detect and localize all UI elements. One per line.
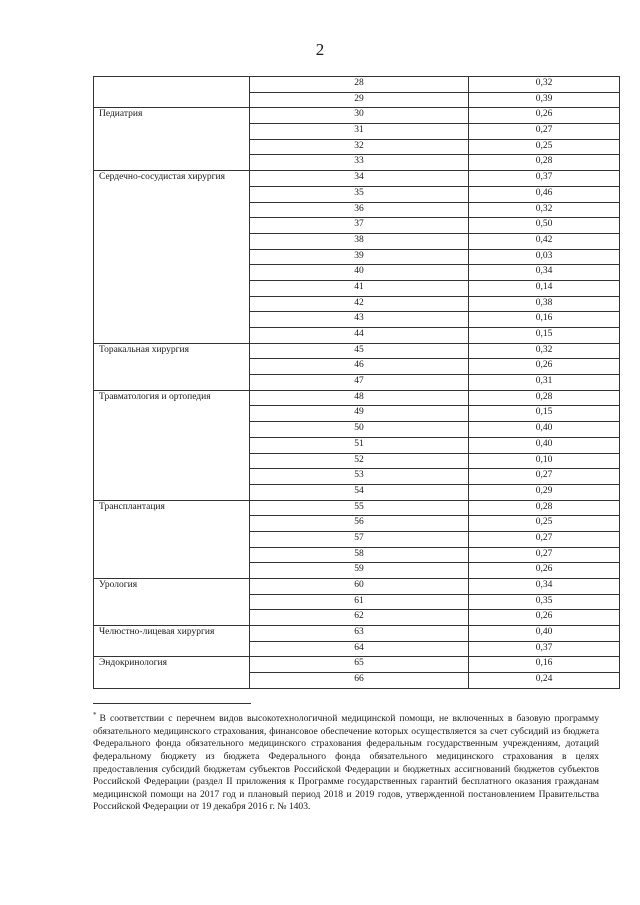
table-row [94,547,620,563]
number-cell: 57 [250,531,469,547]
table-row [94,186,620,202]
table-row [94,657,620,673]
category-cell [94,249,250,265]
value-cell: 0,28 [469,500,620,516]
number-cell: 36 [250,202,469,218]
table-row [94,296,620,312]
table-row [94,516,620,532]
table-row [94,233,620,249]
number-cell: 45 [250,343,469,359]
table-row [94,531,620,547]
category-cell [94,531,250,547]
table-row [94,500,620,516]
value-cell: 0,35 [469,594,620,610]
category-cell [94,328,250,344]
category-cell: Эндокринология [94,657,250,673]
table-row [94,280,620,296]
number-cell: 37 [250,218,469,234]
category-cell [94,202,250,218]
number-cell: 28 [250,77,469,93]
table-row [94,265,620,281]
category-cell [94,594,250,610]
value-cell: 0,32 [469,343,620,359]
value-cell: 0,46 [469,186,620,202]
number-cell: 48 [250,390,469,406]
table-row [94,610,620,626]
number-cell: 53 [250,469,469,485]
category-cell [94,280,250,296]
table-row [94,579,620,595]
category-cell: Челюстно-лицевая хирургия [94,626,250,642]
value-cell: 0,40 [469,626,620,642]
number-cell: 41 [250,280,469,296]
table-row [94,312,620,328]
number-cell: 35 [250,186,469,202]
category-cell [94,92,250,108]
value-cell: 0,10 [469,453,620,469]
category-cell [94,673,250,689]
number-cell: 33 [250,155,469,171]
coefficients-table [93,76,620,689]
value-cell: 0,26 [469,610,620,626]
table-body [94,77,620,689]
value-cell: 0,14 [469,280,620,296]
value-cell: 0,16 [469,312,620,328]
number-cell: 54 [250,484,469,500]
category-cell [94,453,250,469]
category-cell [94,359,250,375]
number-cell: 30 [250,108,469,124]
table-row [94,563,620,579]
table-row [94,673,620,689]
number-cell: 56 [250,516,469,532]
value-cell: 0,34 [469,265,620,281]
number-cell: 65 [250,657,469,673]
category-cell [94,406,250,422]
table-row [94,469,620,485]
category-cell: Педиатрия [94,108,250,124]
category-cell [94,375,250,391]
table-row [94,92,620,108]
number-cell: 32 [250,139,469,155]
number-cell: 51 [250,437,469,453]
number-cell: 49 [250,406,469,422]
footnote-mark: * [93,711,97,719]
table-row [94,641,620,657]
value-cell: 0,24 [469,673,620,689]
value-cell: 0,31 [469,375,620,391]
value-cell: 0,29 [469,484,620,500]
table-row [94,484,620,500]
category-cell [94,547,250,563]
value-cell: 0,26 [469,563,620,579]
category-cell [94,563,250,579]
number-cell: 42 [250,296,469,312]
number-cell: 52 [250,453,469,469]
table-row [94,108,620,124]
value-cell: 0,15 [469,328,620,344]
value-cell: 0,37 [469,641,620,657]
value-cell: 0,50 [469,218,620,234]
table-row [94,626,620,642]
table-row [94,390,620,406]
number-cell: 43 [250,312,469,328]
table-row [94,328,620,344]
table-row [94,422,620,438]
table-row [94,406,620,422]
category-cell [94,186,250,202]
number-cell: 66 [250,673,469,689]
table-row [94,343,620,359]
page-number: 2 [315,40,325,59]
value-cell: 0,27 [469,531,620,547]
value-cell: 0,40 [469,422,620,438]
number-cell: 29 [250,92,469,108]
category-cell [94,516,250,532]
value-cell: 0,42 [469,233,620,249]
value-cell: 0,40 [469,437,620,453]
table-row [94,202,620,218]
category-cell [94,233,250,249]
table-row [94,218,620,234]
number-cell: 40 [250,265,469,281]
table-row [94,453,620,469]
value-cell: 0,37 [469,171,620,187]
value-cell: 0,16 [469,657,620,673]
value-cell: 0,27 [469,124,620,140]
value-cell: 0,38 [469,296,620,312]
category-cell [94,139,250,155]
category-cell: Травматология и ортопедия [94,390,250,406]
category-cell [94,641,250,657]
table-row [94,139,620,155]
value-cell: 0,32 [469,77,620,93]
number-cell: 44 [250,328,469,344]
value-cell: 0,25 [469,516,620,532]
table-row [94,155,620,171]
number-cell: 34 [250,171,469,187]
category-cell: Трансплантация [94,500,250,516]
number-cell: 64 [250,641,469,657]
category-cell [94,265,250,281]
value-cell: 0,03 [469,249,620,265]
table-row [94,77,620,93]
number-cell: 55 [250,500,469,516]
value-cell: 0,34 [469,579,620,595]
number-cell: 31 [250,124,469,140]
category-cell [94,218,250,234]
number-cell: 61 [250,594,469,610]
category-cell [94,437,250,453]
category-cell [94,610,250,626]
footnote-divider [93,703,251,704]
table-row [94,249,620,265]
value-cell: 0,32 [469,202,620,218]
number-cell: 50 [250,422,469,438]
table-row [94,594,620,610]
value-cell: 0,15 [469,406,620,422]
table-row [94,171,620,187]
value-cell: 0,28 [469,390,620,406]
value-cell: 0,26 [469,108,620,124]
value-cell: 0,27 [469,547,620,563]
category-cell [94,312,250,328]
category-cell: Торакальная хирургия [94,343,250,359]
value-cell: 0,28 [469,155,620,171]
category-cell [94,422,250,438]
number-cell: 39 [250,249,469,265]
number-cell: 46 [250,359,469,375]
number-cell: 60 [250,579,469,595]
category-cell [94,469,250,485]
number-cell: 62 [250,610,469,626]
category-cell [94,296,250,312]
footnote-text: В соответствии с перечнем видов высокотехнологичной медицинской помощи, не включенных в базовую программу обязательного медицинского страхования, финансовое обеспечение которых осуществляется за счет субсидий из бюджета Федерального фонда обязательного медицинского страхования федеральным государственным учреждениям, дотаций федеральному бюджету из бюджета Федерального фонда обязательного медицинского страхования в целях предоставления субсидий бюджетам субъектов Российской Федерации и бюджетных ассигнований бюджетов субъектов Российской Федерации (раздел II приложения к Программе государственных гарантий бесплатного оказания гражданам медицинской помощи на 2017 год и плановый период 2018 и 2019 годов, утвержденной постановлением Правительства Российской Федерации от 19 декабря 2016 г. № 1403. [93,713,599,813]
footnote [93,709,599,814]
table-row [94,437,620,453]
number-cell: 63 [250,626,469,642]
category-cell [94,77,250,93]
category-cell [94,484,250,500]
number-cell: 58 [250,547,469,563]
category-cell [94,155,250,171]
table-row [94,359,620,375]
category-cell: Урология [94,579,250,595]
number-cell: 59 [250,563,469,579]
number-cell: 47 [250,375,469,391]
value-cell: 0,39 [469,92,620,108]
table-row [94,124,620,140]
value-cell: 0,25 [469,139,620,155]
value-cell: 0,26 [469,359,620,375]
number-cell: 38 [250,233,469,249]
value-cell: 0,27 [469,469,620,485]
category-cell [94,124,250,140]
category-cell: Сердечно-сосудистая хирургия [94,171,250,187]
table-row [94,375,620,391]
